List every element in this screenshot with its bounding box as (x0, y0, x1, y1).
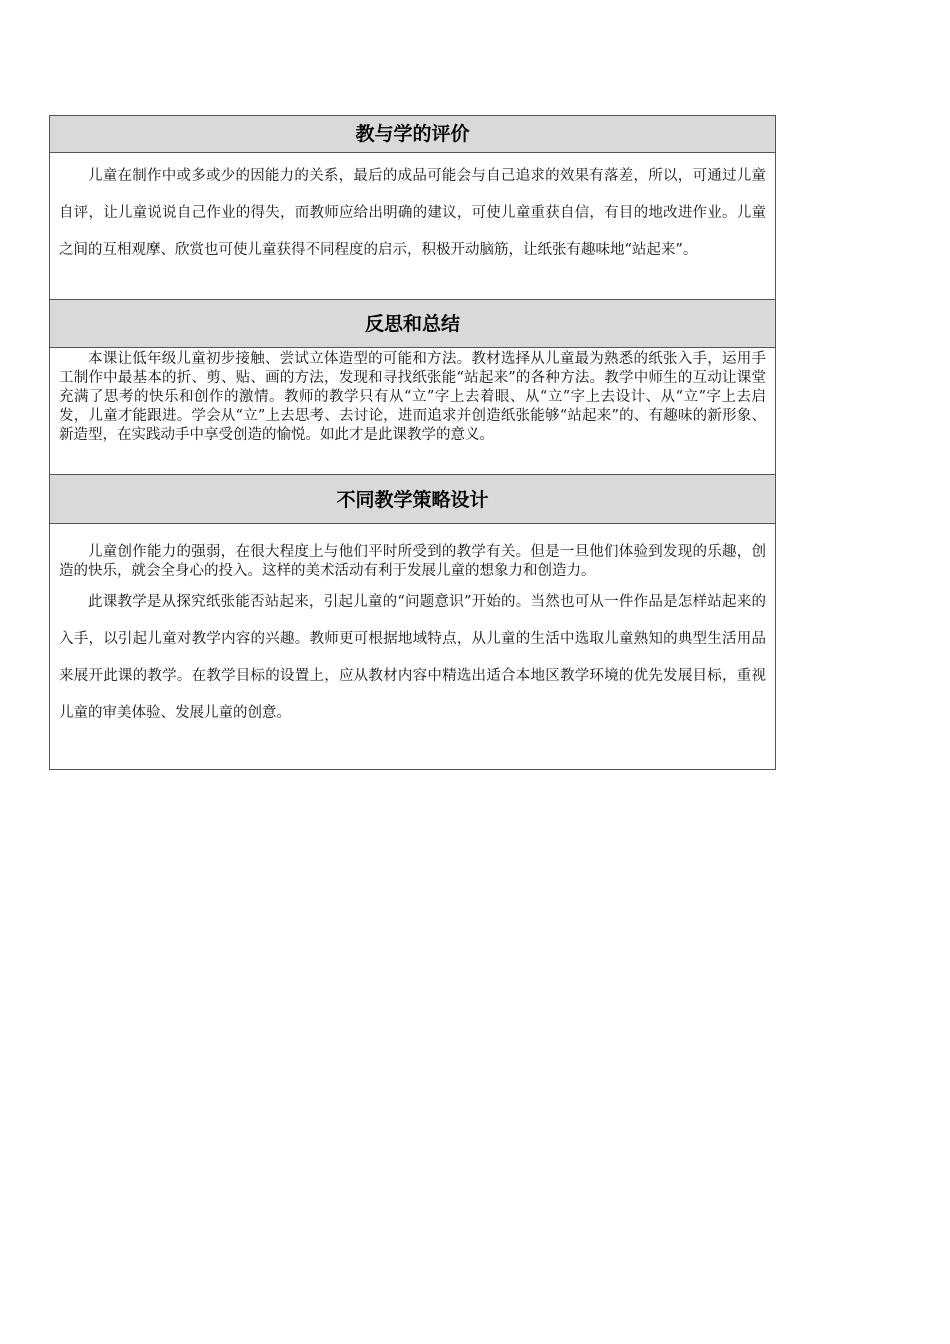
section-title-strategy: 不同教学策略设计 (50, 475, 775, 524)
section-title-reflection: 反思和总结 (50, 300, 775, 348)
paragraph: 儿童在制作中或多或少的因能力的关系，最后的成品可能会与自己追求的效果有落差，所以，可通过儿童自评，让儿童说说自己作业的得失，而教师应给出明确的建议，可使儿童重获自信，有目的地改进作业。儿童之间的互相观摩、欣赏也可使儿童获得不同程度的启示，积极开动脑筋，让纸张有趣味地“站起来”。 (59, 168, 766, 258)
section-body-evaluation (50, 153, 775, 300)
lesson-table (49, 115, 776, 770)
section-body-strategy (50, 524, 775, 769)
paragraph: 本课让低年级儿童初步接触、尝试立体造型的可能和方法。教材选择从儿童最为熟悉的纸张入手，运用手工制作中最基本的折、剪、贴、画的方法，发现和寻找纸张能“站起来”的各种方法。教学中师生的互动让课堂充满了思考的快乐和创作的激情。教师的教学只有从“立”字上去着眼、从“立”字上去设计、从“立”字上去启发，儿童才能跟进。学会从“立”上去思考、去讨论，进而追求并创造纸张能够“站起来”的、有趣味的新形象、新造型，在实践动手中享受创造的愉悦。如此才是此课教学的意义。 (59, 351, 766, 443)
section-title-evaluation: 教与学的评价 (50, 116, 775, 153)
section-body-reflection (50, 348, 775, 475)
paragraph: 儿童创作能力的强弱，在很大程度上与他们平时所受到的教学有关。但是一旦他们体验到发现的乐趣，创造的快乐，就会全身心的投入。这样的美术活动有利于发展儿童的想象力和创造力。 (59, 544, 766, 579)
paragraph: 此课教学是从探究纸张能否站起来，引起儿童的“问题意识”开始的。当然也可从一件作品是怎样站起来的入手，以引起儿童对教学内容的兴趣。教师更可根据地域特点，从儿童的生活中选取儿童熟知的典型生活用品来展开此课的教学。在教学目标的设置上，应从教材内容中精选出适合本地区教学环境的优先发展目标，重视儿童的审美体验、发展儿童的创意。 (59, 594, 766, 721)
